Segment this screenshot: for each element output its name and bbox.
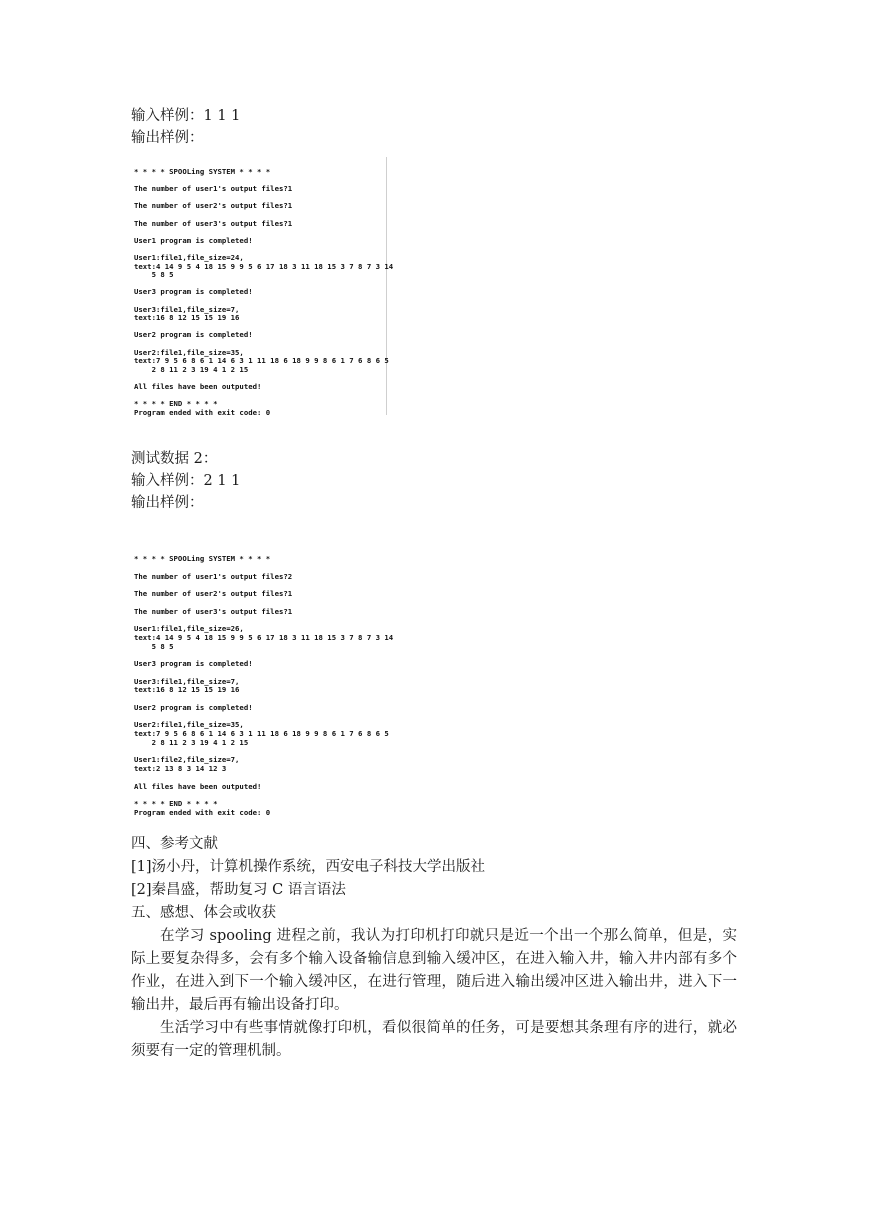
console-line: The number of user3's output files?1 <box>134 218 293 228</box>
console-line: User1:file1,file_size=24, <box>134 253 244 262</box>
console-line: All files have been outputed! <box>134 382 262 391</box>
console-line: The number of user1's output files?1 <box>134 184 293 194</box>
console-line: The number of user2's output files?1 <box>134 201 293 211</box>
console-edge <box>386 157 387 415</box>
console-line: 5 8 5 <box>134 270 174 280</box>
console-output-screenshot <box>131 550 401 822</box>
reflection-heading: 五、感想、体会或收获 <box>131 905 276 921</box>
console-line: User1:file2,file_size=7, <box>134 755 240 765</box>
console-line: User3 program is completed! <box>134 659 253 668</box>
console-line: User3:file1,file_size=7, <box>134 676 240 686</box>
reflection-paragraph: 在学习 spooling 进程之前，我认为打印机打印就只是近一个出一个那么简单，但是，实际上要复杂得多，会有多个输入设备输信息到输入缓冲区，在进入输入井，输入井内部有多个作业，在进入到下一个输入缓冲区，在进行管理，随后进入输出缓冲区进入输出井，进入下一输出井，最后再有输出设备打印。 <box>131 928 737 1013</box>
console-line: User3:file1,file_size=7, <box>134 304 240 314</box>
sample1-input-label: 输入样例：1 1 1 <box>131 108 241 124</box>
console-line: All files have been outputed! <box>134 781 262 791</box>
console-line: text:7 9 5 6 8 6 1 14 6 3 1 11 18 6 18 9 9 8 6 1 7 6 8 6 5 <box>134 356 389 366</box>
console-line: * * * * END * * * * <box>134 399 218 409</box>
reflection-paragraph: 生活学习中有些事情就像打印机，看似很简单的任务，可是要想其条理有序的进行，就必须要有一定的管理机制。 <box>131 1020 737 1059</box>
console-line: Program ended with exit code: 0 <box>134 807 271 817</box>
console-line: User2 program is completed! <box>134 330 253 340</box>
console-line: The number of user2's output files?1 <box>134 589 293 598</box>
console-line: Program ended with exit code: 0 <box>134 407 271 417</box>
console-line: text:2 13 8 3 14 12 3 <box>134 764 227 773</box>
console-line: The number of user1's output files?2 <box>134 571 293 581</box>
reference-item: [2]秦昌盛，帮助复习 C 语言语法 <box>131 882 346 898</box>
console-line: text:7 9 5 6 8 6 1 14 6 3 1 11 18 6 18 9 9 8 6 1 7 6 8 6 5 <box>134 729 389 738</box>
console-line: * * * * END * * * * <box>134 799 218 808</box>
console-line: 5 8 5 <box>134 641 174 651</box>
console-line: User1 program is completed! <box>134 235 253 245</box>
console-line: User2:file1,file_size=35, <box>134 347 244 357</box>
console-line: text:16 8 12 15 15 19 16 <box>134 313 240 323</box>
console-line: User2 program is completed! <box>134 702 253 712</box>
reference-item: [1]汤小丹，计算机操作系统，西安电子科技大学出版社 <box>131 859 486 875</box>
console-line: text:16 8 12 15 15 19 16 <box>134 685 240 695</box>
console-line: User1:file1,file_size=26, <box>134 624 244 633</box>
test-data-label: 测试数据 2： <box>131 451 218 467</box>
sample2-input-label: 输入样例：2 1 1 <box>131 473 241 489</box>
console-output-screenshot <box>131 157 394 417</box>
console-line: User3 program is completed! <box>134 287 253 297</box>
console-line: 2 8 11 2 3 19 4 1 2 15 <box>134 737 249 747</box>
console-line: 2 8 11 2 3 19 4 1 2 15 <box>134 364 249 374</box>
console-line: text:4 14 9 5 4 18 15 9 9 5 6 17 18 3 11 18 15 3 7 8 7 3 14 <box>134 261 394 271</box>
console-line: * * * * SPOOLing SYSTEM * * * * <box>134 554 271 563</box>
console-line: text:4 14 9 5 4 18 15 9 9 5 6 17 18 3 11 18 15 3 7 8 7 3 14 <box>134 632 394 642</box>
console-line: User2:file1,file_size=35, <box>134 720 244 730</box>
references-heading: 四、参考文献 <box>131 836 218 852</box>
console-line: * * * * SPOOLing SYSTEM * * * * <box>134 167 271 176</box>
console-line: The number of user3's output files?1 <box>134 606 293 616</box>
sample1-output-label: 输出样例： <box>131 130 204 146</box>
sample2-output-label: 输出样例： <box>131 495 204 511</box>
